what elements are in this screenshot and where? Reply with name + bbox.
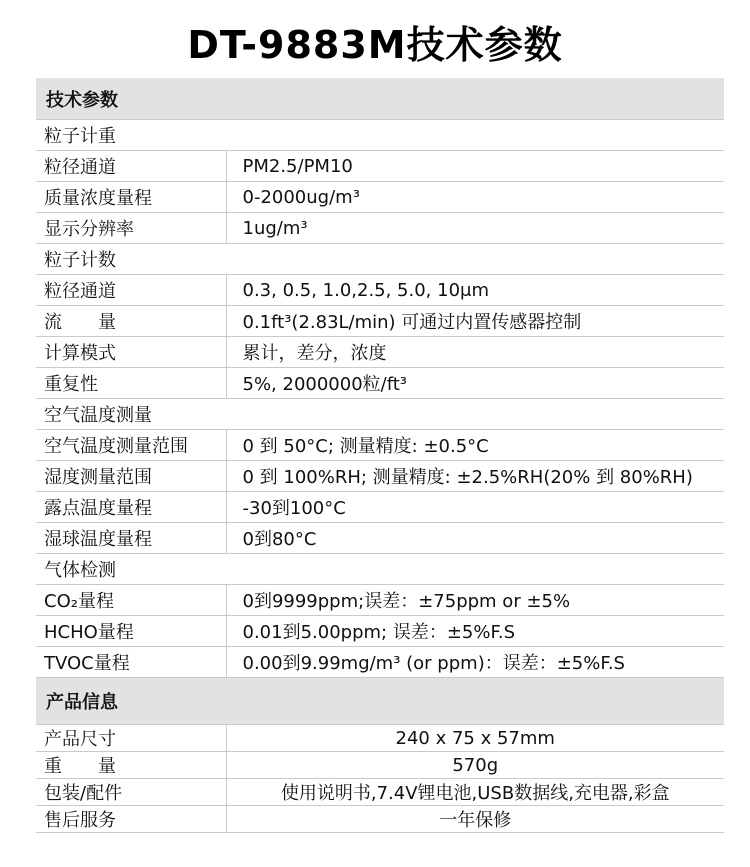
param-value: 0.3, 0.5, 1.0,2.5, 5.0, 10μm bbox=[226, 275, 724, 306]
product-attr-value: 240 x 75 x 57mm bbox=[226, 725, 724, 752]
table-row bbox=[36, 430, 724, 461]
product-section-header bbox=[36, 678, 724, 725]
param-value: -30到100°C bbox=[226, 492, 724, 523]
table-row bbox=[36, 752, 724, 779]
param-value: 1ug/m³ bbox=[226, 213, 724, 244]
param-name: 湿度测量范围 bbox=[36, 461, 226, 492]
param-value: 0到80°C bbox=[226, 523, 724, 554]
param-name: 计算模式 bbox=[36, 337, 226, 368]
product-attr-name: 售后服务 bbox=[36, 806, 226, 833]
section-title: 技术参数 bbox=[36, 78, 724, 120]
param-value: PM2.5/PM10 bbox=[226, 151, 724, 182]
param-name: 空气温度测量范围 bbox=[36, 430, 226, 461]
table-row bbox=[36, 806, 724, 833]
param-value: 0到9999ppm;误差：±75ppm or ±5% bbox=[226, 585, 724, 616]
spec-table bbox=[36, 78, 724, 678]
table-row bbox=[36, 337, 724, 368]
table-row bbox=[36, 523, 724, 554]
group-title: 粒子计数 bbox=[36, 244, 724, 275]
product-attr-name: 产品尺寸 bbox=[36, 725, 226, 752]
spec-group-row bbox=[36, 244, 724, 275]
param-value: 5%, 2000000粒/ft³ bbox=[226, 368, 724, 399]
param-name: CO₂量程 bbox=[36, 585, 226, 616]
table-row bbox=[36, 368, 724, 399]
group-title: 空气温度测量 bbox=[36, 399, 724, 430]
param-name: HCHO量程 bbox=[36, 616, 226, 647]
param-value: 0.01到5.00ppm; 误差：±5%F.S bbox=[226, 616, 724, 647]
param-value: 累计，差分，浓度 bbox=[226, 337, 724, 368]
table-row bbox=[36, 616, 724, 647]
product-attr-value: 570g bbox=[226, 752, 724, 779]
table-row bbox=[36, 213, 724, 244]
spec-group-row bbox=[36, 120, 724, 151]
table-row bbox=[36, 151, 724, 182]
product-attr-name: 重 量 bbox=[36, 752, 226, 779]
group-title: 气体检测 bbox=[36, 554, 724, 585]
product-attr-value: 一年保修 bbox=[226, 806, 724, 833]
param-name: 重复性 bbox=[36, 368, 226, 399]
param-name: 露点温度量程 bbox=[36, 492, 226, 523]
table-row bbox=[36, 275, 724, 306]
page-title: DT-9883M技术参数 bbox=[187, 22, 563, 67]
spec-section-header bbox=[36, 78, 724, 120]
product-attr-value: 使用说明书,7.4V锂电池,USB数据线,充电器,彩盒 bbox=[226, 779, 724, 806]
param-name: TVOC量程 bbox=[36, 647, 226, 678]
table-row bbox=[36, 779, 724, 806]
param-name: 粒径通道 bbox=[36, 275, 226, 306]
param-value: 0.1ft³(2.83L/min) 可通过内置传感器控制 bbox=[226, 306, 724, 337]
table-row bbox=[36, 461, 724, 492]
product-attr-name: 包装/配件 bbox=[36, 779, 226, 806]
param-name: 流 量 bbox=[36, 306, 226, 337]
param-name: 湿球温度量程 bbox=[36, 523, 226, 554]
table-row bbox=[36, 306, 724, 337]
table-row bbox=[36, 647, 724, 678]
param-value: 0.00到9.99mg/m³ (or ppm)：误差：±5%F.S bbox=[226, 647, 724, 678]
param-name: 显示分辨率 bbox=[36, 213, 226, 244]
param-value: 0 到 100%RH; 测量精度: ±2.5%RH(20% 到 80%RH) bbox=[226, 461, 724, 492]
param-value: 0-2000ug/m³ bbox=[226, 182, 724, 213]
table-row bbox=[36, 492, 724, 523]
spec-group-row bbox=[36, 554, 724, 585]
table-row bbox=[36, 585, 724, 616]
param-name: 粒径通道 bbox=[36, 151, 226, 182]
spec-tables bbox=[36, 78, 724, 833]
param-name: 质量浓度量程 bbox=[36, 182, 226, 213]
table-row bbox=[36, 725, 724, 752]
spec-group-row bbox=[36, 399, 724, 430]
table-row bbox=[36, 182, 724, 213]
param-value: 0 到 50°C; 测量精度: ±0.5°C bbox=[226, 430, 724, 461]
product-info-table bbox=[36, 678, 724, 833]
section-title: 产品信息 bbox=[36, 678, 724, 725]
group-title: 粒子计重 bbox=[36, 120, 724, 151]
